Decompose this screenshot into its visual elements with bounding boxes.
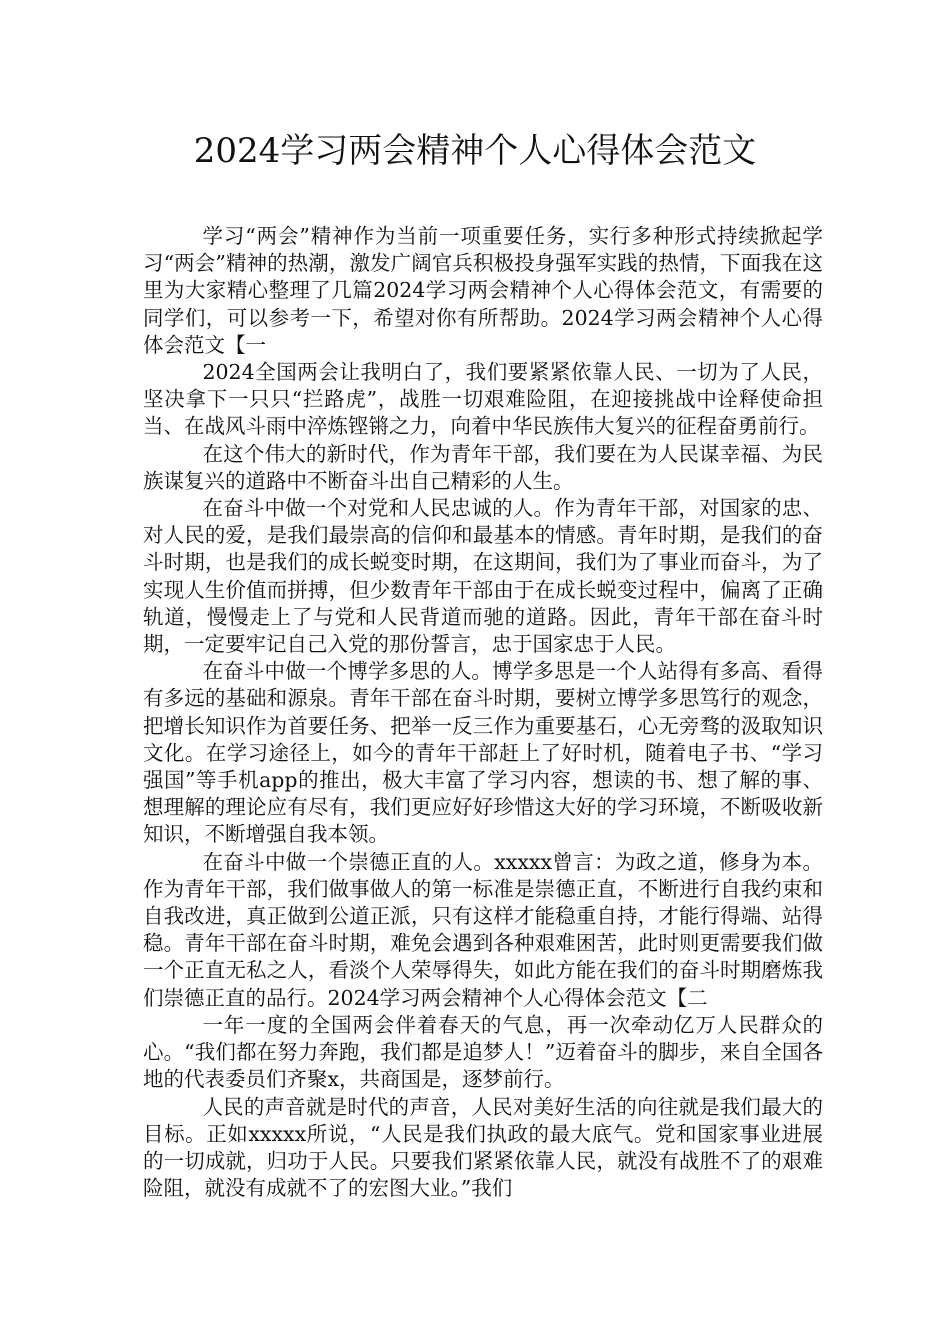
paragraph: 在奋斗中做一个对党和人民忠诚的人。作为青年干部，对国家的忠、对人民的爱，是我们最崇高的信仰和最基本的情感。青年时期，是我们的奋斗时期，也是我们的成长蜕变时期，在这期间，我们为了事业而奋斗，为了实现人生价值而拼搏，但少数青年干部由于在成长蜕变过程中，偏离了正确轨道，慢慢走上了与党和人民背道而驰的道路。因此，青年干部在奋斗时期，一定要牢记自己入党的那份誓言，忠于国家忠于人民。 [143,496,823,657]
document-title: 2024学习两会精神个人心得体会范文 [193,131,757,171]
paragraph-intro: 学习“两会”精神作为当前一项重要任务，实行多种形式持续掀起学习“两会”精神的热潮，激发广阔官兵积极投身强军实践的热情，下面我在这里为大家精心整理了几篇2024学习两会精神个人心得体会范文，有需要的同学们，可以参考一下，希望对你有所帮助。2024学习两会精神个人心得体会范文【一 [143,224,823,357]
paragraph: 2024全国两会让我明白了，我们要紧紧依靠人民、一切为了人民，坚决拿下一只只“拦路虎”，战胜一切艰难险阻，在迎接挑战中诠释使命担当、在战风斗雨中淬炼铿锵之力，向着中华民族伟大复兴的征程奋勇前行。 [143,360,823,439]
document-body [143,223,823,1202]
paragraph: 在奋斗中做一个博学多思的人。博学多思是一个人站得有多高、看得有多远的基础和源泉。青年干部在奋斗时期，要树立博学多思笃行的观念，把增长知识作为首要任务、把举一反三作为重要基石，心无旁骛的汲取知识文化。在学习途径上，如今的青年干部赶上了好时机，随着电子书、“学习强国”等手机app的推出，极大丰富了学习内容，想读的书、想了解的事、想理解的理论应有尽有，我们更应好好珍惜这大好的学习环境，不断吸收新知识，不断增强自我本领。 [143,659,823,847]
paragraph: 人民的声音就是时代的声音，人民对美好生活的向往就是我们最大的目标。正如xxxxx所说，“人民是我们执政的最大底气。党和国家事业进展的一切成就，归功于人民。只要我们紧紧依靠人民，就没有战胜不了的艰难险阻，就没有成就不了的宏图大业。”我们 [143,1094,823,1201]
paragraph: 在这个伟大的新时代，作为青年干部，我们要在为人民谋幸福、为民族谋复兴的道路中不断奋斗出自己精彩的人生。 [143,441,823,493]
paragraph: 在奋斗中做一个崇德正直的人。xxxxx曾言：为政之道，修身为本。作为青年干部，我们做事做人的第一标准是崇德正直，不断进行自我约束和自我改进，真正做到公道正派，只有这样才能稳重自持，才能行得端、站得稳。青年干部在奋斗时期，难免会遇到各种艰难困苦，此时则更需要我们做一个正直无私之人，看淡个人荣辱得失，如此方能在我们的奋斗时期磨炼我们崇德正直的品行。2024学习两会精神个人心得体会范文【二 [143,849,823,1010]
paragraph: 一年一度的全国两会伴着春天的气息，再一次牵动亿万人民群众的心。“我们都在努力奔跑，我们都是追梦人！”迈着奋斗的脚步，来自全国各地的代表委员们齐聚x，共商国是，逐梦前行。 [143,1012,823,1092]
